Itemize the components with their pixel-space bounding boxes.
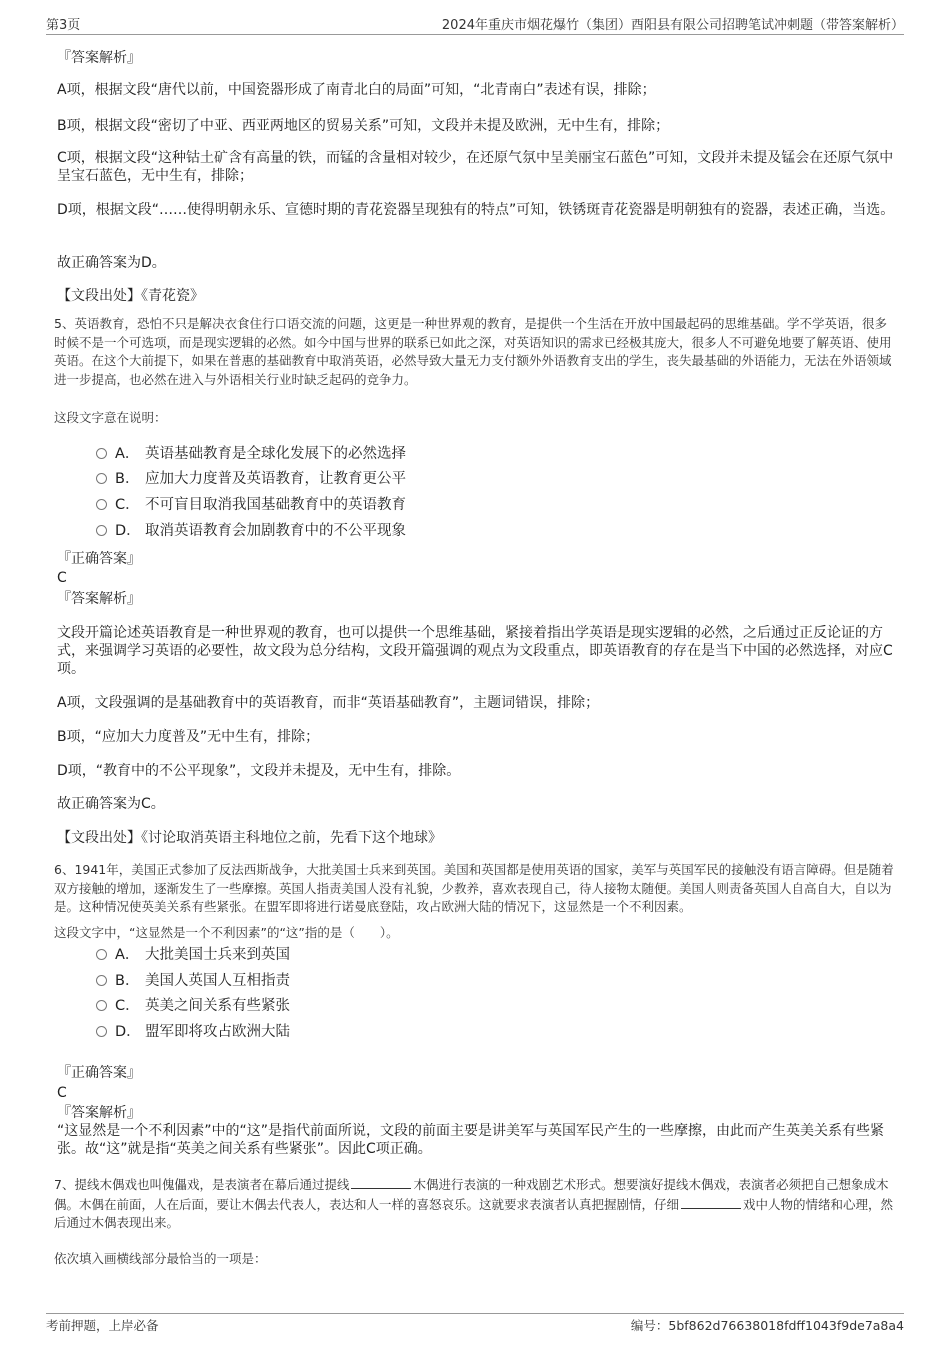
q5-option-a[interactable] <box>96 444 406 464</box>
option-text: 英语基础教育是全球化发展下的必然选择 <box>145 446 406 462</box>
option-letter: B． <box>115 471 140 487</box>
option-letter: A． <box>115 446 140 462</box>
q5-prompt: 这段文字意在说明： <box>54 410 167 425</box>
q7-stem-part: 7、提线木偶戏也叫傀儡戏，是表演者在幕后通过提线 <box>54 1177 350 1192</box>
blank-line <box>681 1195 741 1209</box>
option-text: 英美之间关系有些紧张 <box>145 998 290 1014</box>
q5-option-b[interactable] <box>96 469 406 489</box>
q7-stem-part: 戏中人物的情绪和心理，然后通过木偶表现出来。 <box>54 1196 894 1230</box>
option-text: 美国人英国人互相指责 <box>145 973 290 989</box>
page-number: 第3页 <box>46 18 81 33</box>
q6-option-a[interactable] <box>96 945 290 965</box>
q4-analysis-a: A项，根据文段“唐代以前，中国瓷器形成了南青北白的局面”可知，“北青南白”表述有误，排除； <box>57 82 656 98</box>
q4-analysis-b: B项，根据文段“密切了中亚、西亚两地区的贸易关系”可知，文段并未提及欧洲，无中生有，排除； <box>57 118 670 134</box>
q5-stem: 5、英语教育，恐怕不只是解决衣食住行口语交流的问题，这更是一种世界观的教育，是提供一个生活在开放中国最起码的思维基础。学不学英语，很多时候不是一个可选项，而是现实逻辑的必然。如今中国与世界的联系已如此之深，对英语知识的需求已经极其庞大，很多人不可避免地要了解英语、使用英语。在这个大前提下，如果在普惠的基础教育中取消英语，必然导致大量无力支付额外外语教育支出的学生，丧失最基础的外语能力，无法在外语领域进一步提高，也必然在进入与外语相关行业时缺乏起码的竞争力。 <box>54 316 892 387</box>
q7-stem-part: 木偶进行表演的一种戏剧艺术形式。想要演好提线木偶戏，表演者必须把自己想象成木偶。木偶在前面，人在后面，要让木偶去代表人，表达和人一样的喜怒哀乐。这就要求表演者认真把握剧情，仔细 <box>54 1177 889 1212</box>
q6-option-b[interactable] <box>96 971 290 991</box>
q6-stem: 6、1941年，美国正式参加了反法西斯战争，大批美国士兵来到英国。美国和英国都是使用英语的国家，美军与英国军民的接触没有语言障碍。但是随着双方接触的增加，逐渐发生了一些摩擦。英国人指责美国人没有礼貌，少教养，喜欢表现自己，待人接物太随便。美国人则责备英国人自高自大，自以为是。这种情况使英美关系有些紧张。在盟军即将进行诺曼底登陆，攻占欧洲大陆的情况下，这显然是一个不利因素。 <box>54 862 894 914</box>
option-text: 取消英语教育会加剧教育中的不公平现象 <box>145 523 406 539</box>
radio-icon[interactable] <box>96 1026 107 1037</box>
q5-answer-label: 『正确答案』 <box>57 551 141 567</box>
radio-icon[interactable] <box>96 473 107 484</box>
q6-answer-label: 『正确答案』 <box>57 1065 141 1081</box>
q5-analysis: 文段开篇论述英语教育是一种世界观的教育，也可以提供一个思维基础，紧接着指出学英语是现实逻辑的必然，之后通过正反论证的方式，来强调学习英语的必要性，故文段为总分结构，文段开篇强调的观点为文段重点，即英语教育的存在是当下中国的必然选择，对应C项。 <box>57 625 893 677</box>
option-letter: B． <box>115 973 140 989</box>
option-letter: A． <box>115 947 140 963</box>
document-title: 2024年重庆市烟花爆竹（集团）酉阳县有限公司招聘笔试冲刺题（带答案解析） <box>441 18 904 33</box>
q4-analysis-label: 『答案解析』 <box>57 50 141 66</box>
q5-answer: C <box>57 570 67 586</box>
radio-icon[interactable] <box>96 949 107 960</box>
q6-prompt: 这段文字中，“这显然是一个不利因素”的“这”指的是（ ）。 <box>54 925 399 940</box>
q5-option-d[interactable] <box>96 521 406 541</box>
option-text: 大批美国士兵来到英国 <box>145 947 290 963</box>
q5-analysis-b: B项，“应加大力度普及”无中生有，排除； <box>57 729 320 745</box>
blank-line <box>351 1175 411 1189</box>
q5-analysis-a: A项，文段强调的是基础教育中的英语教育，而非“英语基础教育”，主题词错误，排除； <box>57 695 600 711</box>
radio-icon[interactable] <box>96 499 107 510</box>
q4-conclusion: 故正确答案为D。 <box>57 255 166 271</box>
document-id: 编号：5bf862d76638018fdff1043f9de7a8a4 <box>630 1318 904 1333</box>
radio-icon[interactable] <box>96 1000 107 1011</box>
q5-analysis-label: 『答案解析』 <box>57 591 141 607</box>
q7-prompt: 依次填入画横线部分最恰当的一项是： <box>54 1251 267 1266</box>
option-letter: C． <box>115 497 140 513</box>
q4-analysis-c: C项，根据文段“这种钴土矿含有高量的铁，而锰的含量相对较少，在还原气氛中呈美丽宝石蓝色”可知，文段并未提及锰会在还原气氛中呈宝石蓝色，无中生有，排除； <box>57 150 894 184</box>
radio-icon[interactable] <box>96 975 107 986</box>
option-text: 应加大力度普及英语教育，让教育更公平 <box>145 471 406 487</box>
q6-option-c[interactable] <box>96 996 290 1016</box>
q7-stem <box>54 1175 898 1233</box>
option-text: 不可盲目取消我国基础教育中的英语教育 <box>145 497 406 513</box>
option-letter: D． <box>115 523 141 539</box>
q6-analysis: “这显然是一个不利因素”中的“这”是指代前面所说，文段的前面主要是讲美军与英国军民产生的一些摩擦，由此而产生英美关系有些紧张。故“这”就是指“英美之间关系有些紧张”。因此C项正确。 <box>57 1123 885 1157</box>
option-letter: D． <box>115 1024 141 1040</box>
radio-icon[interactable] <box>96 525 107 536</box>
q6-option-d[interactable] <box>96 1022 290 1042</box>
footer-slogan: 考前押题，上岸必备 <box>46 1318 159 1333</box>
option-text: 盟军即将攻占欧洲大陆 <box>145 1024 290 1040</box>
option-letter: C． <box>115 998 140 1014</box>
q6-answer: C <box>57 1085 67 1101</box>
radio-icon[interactable] <box>96 448 107 459</box>
q5-option-c[interactable] <box>96 495 406 515</box>
q5-conclusion: 故正确答案为C。 <box>57 796 165 812</box>
q5-analysis-d: D项，“教育中的不公平现象”，文段并未提及，无中生有，排除。 <box>57 763 461 779</box>
page-header <box>46 12 904 35</box>
q5-source: 【文段出处】《讨论取消英语主科地位之前，先看下这个地球》 <box>57 830 442 846</box>
q4-source: 【文段出处】《青花瓷》 <box>57 288 204 304</box>
q6-analysis-label: 『答案解析』 <box>57 1105 141 1121</box>
q4-analysis-d: D项，根据文段“……使得明朝永乐、宣德时期的青花瓷器呈现独有的特点”可知，铁锈斑青花瓷器是明朝独有的瓷器，表述正确，当选。 <box>57 202 895 218</box>
page-footer <box>46 1313 904 1334</box>
